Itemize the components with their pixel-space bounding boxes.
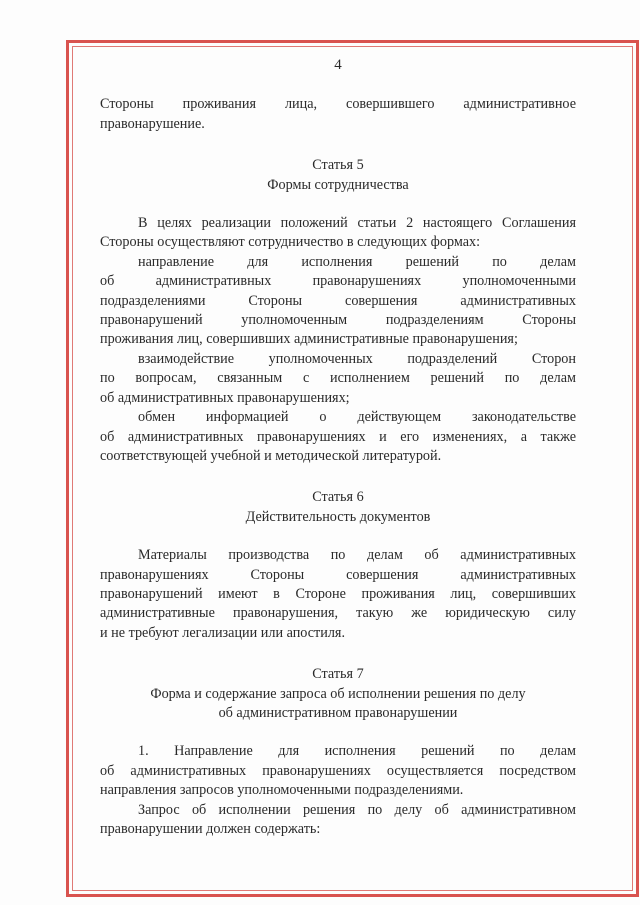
article-5-paragraph — [100, 214, 576, 253]
text-line: направление для исполнения решений по делам — [138, 253, 576, 270]
article-5-item-3 — [100, 408, 576, 466]
text-line: об административных правонарушениях уполномоченными — [100, 273, 576, 290]
text-line: по вопросам, связанным с исполнением решений по делам — [100, 370, 576, 387]
article-5 — [100, 156, 576, 466]
text-line: 1. Направление для исполнения решений по делам — [138, 743, 576, 760]
text-line: правонарушений имеют в Стороне проживания лиц, совершивших — [100, 585, 576, 602]
article-7-title: Форма и содержание запроса об исполнении решения по делу — [150, 685, 526, 702]
page-number: 4 — [334, 57, 342, 73]
text-line: и не требуют легализации или апостиля. — [100, 624, 345, 641]
text-line: В целях реализации положений статьи 2 настоящего Соглашения — [138, 215, 576, 232]
text-line: Материалы производства по делам об административных — [138, 547, 576, 564]
article-7-paragraph-1 — [100, 742, 576, 800]
article-5-item-2 — [100, 350, 576, 408]
text-line: Запрос об исполнении решения по делу об административном — [138, 801, 576, 818]
article-6-paragraph — [100, 546, 576, 643]
text-line: соответствующей учебной и методической литературой. — [100, 447, 442, 464]
text-line: правонарушении должен содержать: — [100, 821, 321, 837]
text-line: об административных правонарушениях осуществляется посредством — [100, 762, 576, 779]
text-line: об административных правонарушениях; — [100, 389, 350, 406]
document-body — [100, 56, 576, 839]
text-line: правонарушение. — [100, 115, 205, 132]
text-line: направления запросов уполномоченными подразделениями. — [100, 782, 464, 799]
text-line: взаимодействие уполномоченных подразделений Сторон — [138, 350, 576, 367]
text-line: правонарушений уполномоченным подразделениям Стороны — [100, 312, 576, 329]
intro-paragraph — [100, 95, 576, 134]
text-line: подразделениями Стороны совершения административных — [100, 292, 576, 309]
text-line: Стороны проживания лица, совершившего административное — [100, 96, 576, 113]
text-line: административные правонарушения, такую же юридическую силу — [100, 605, 576, 622]
article-5-title: Формы сотрудничества — [267, 176, 409, 193]
article-6-number: Статья 6 — [312, 489, 364, 506]
article-6-title: Действительность документов — [245, 508, 431, 525]
text-line: обмен информацией о действующем законодательстве — [138, 409, 576, 426]
text-line: проживания лиц, совершивших административные правонарушения; — [100, 331, 518, 348]
text-line: правонарушениях Стороны совершения административных — [100, 566, 576, 583]
article-5-number: Статья 5 — [312, 157, 364, 174]
article-6 — [100, 488, 576, 643]
article-7-paragraph-2 — [100, 801, 576, 840]
article-5-item-1 — [100, 253, 576, 350]
article-7 — [100, 665, 576, 839]
text-line: об административных правонарушениях и его изменениях, а также — [100, 428, 576, 445]
article-7-title-line-2: об административном правонарушении — [218, 704, 458, 721]
article-7-number: Статья 7 — [312, 666, 364, 683]
text-line: Стороны осуществляют сотрудничество в следующих формах: — [100, 234, 481, 251]
